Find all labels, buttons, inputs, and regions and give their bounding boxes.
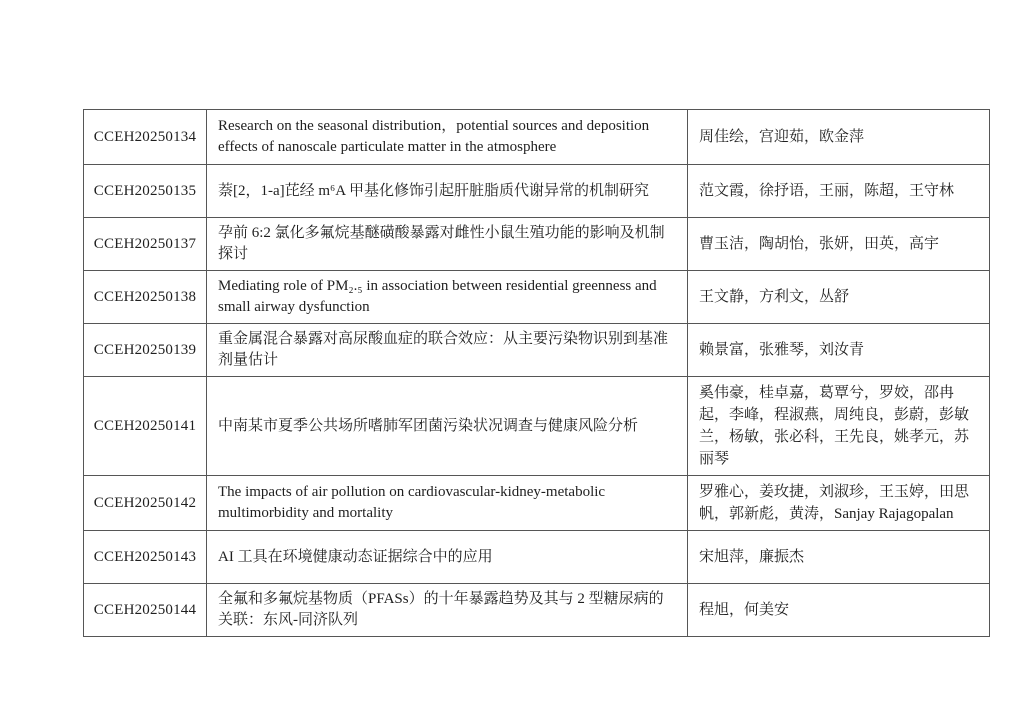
table-row — [84, 165, 990, 218]
paper-title-cell — [207, 324, 688, 377]
paper-authors-cell — [688, 165, 990, 218]
paper-authors: 曹玉洁，陶胡怡，张妍，田英，高宇 — [699, 236, 940, 252]
paper-id: CCEH20250138 — [93, 288, 197, 305]
paper-id: CCEH20250142 — [93, 494, 197, 511]
paper-id-cell — [84, 218, 207, 271]
paper-authors: 奚伟豪，桂卓嘉，葛覃兮，罗姣，邵冉起，李峰，程淑燕，周纯良，彭蔚，彭敏兰，杨敏，张必科，王先良，姚孝元，苏丽琴 — [699, 385, 970, 467]
paper-id-cell — [84, 271, 207, 324]
paper-id-cell — [84, 165, 207, 218]
paper-title-cell — [207, 110, 688, 165]
paper-id: CCEH20250135 — [93, 182, 197, 199]
paper-id-cell — [84, 324, 207, 377]
paper-title: AI 工具在环境健康动态证据综合中的应用 — [218, 548, 493, 565]
paper-authors-cell — [688, 476, 990, 531]
table-row — [84, 584, 990, 637]
table-row — [84, 324, 990, 377]
paper-id-cell — [84, 377, 207, 476]
table-body — [84, 110, 990, 637]
paper-title-cell — [207, 271, 688, 324]
paper-title: 全氟和多氟烷基物质（PFASs）的十年暴露趋势及其与 2 型糖尿病的关联：东风-同济队列 — [218, 591, 664, 628]
paper-title: 中南某市夏季公共场所嗜肺军团菌污染状况调查与健康风险分析 — [218, 417, 639, 434]
paper-id: CCEH20250143 — [93, 548, 197, 565]
paper-title: Mediating role of PM₂.₅ in association between residential greenness and small airway dysfunction — [218, 278, 657, 315]
paper-id-cell — [84, 476, 207, 531]
table-row — [84, 531, 990, 584]
table-row — [84, 476, 990, 531]
paper-title-cell — [207, 584, 688, 637]
papers-table — [83, 109, 990, 637]
table-row — [84, 110, 990, 165]
paper-title-cell — [207, 476, 688, 531]
paper-id: CCEH20250144 — [93, 601, 197, 618]
paper-authors: 罗雅心，姜玫捷，刘淑珍，王玉婷，田思帆，郭新彪，黄涛，Sanjay Rajagopalan — [699, 484, 970, 522]
table-row — [84, 271, 990, 324]
paper-title: The impacts of air pollution on cardiovascular-kidney-metabolic multimorbidity and mortality — [218, 484, 606, 521]
paper-authors-cell — [688, 218, 990, 271]
paper-id: CCEH20250139 — [93, 341, 197, 358]
paper-authors-cell — [688, 531, 990, 584]
paper-authors: 范文霞，徐抒语，王丽，陈超，王守林 — [699, 183, 955, 199]
paper-authors: 王文静，方利文，丛舒 — [699, 289, 850, 305]
paper-title-cell — [207, 165, 688, 218]
paper-authors: 周佳绘，宫迎茹，欧金萍 — [699, 129, 865, 145]
paper-id-cell — [84, 584, 207, 637]
table-row — [84, 377, 990, 476]
paper-authors: 赖景富，张雅琴，刘汝青 — [699, 342, 865, 358]
paper-authors-cell — [688, 110, 990, 165]
paper-id: CCEH20250134 — [93, 128, 197, 145]
paper-title: 萘[2，1-a]芘经 m⁶A 甲基化修饰引起肝脏脂质代谢异常的机制研究 — [218, 182, 650, 199]
paper-title-cell — [207, 531, 688, 584]
paper-id: CCEH20250141 — [93, 417, 197, 434]
paper-id-cell — [84, 110, 207, 165]
paper-title-cell — [207, 377, 688, 476]
table-row — [84, 218, 990, 271]
paper-authors: 程旭，何美安 — [699, 602, 790, 618]
paper-id-cell — [84, 531, 207, 584]
paper-authors: 宋旭萍，廉振杰 — [699, 549, 805, 565]
paper-authors-cell — [688, 377, 990, 476]
paper-authors-cell — [688, 271, 990, 324]
paper-title: 重金属混合暴露对高尿酸血症的联合效应：从主要污染物识别到基准剂量估计 — [218, 331, 669, 368]
paper-title-cell — [207, 218, 688, 271]
paper-title: Research on the seasonal distribution，potential sources and deposition effects of nanoscale particulate matter in the atmosphere — [218, 118, 650, 155]
paper-authors-cell — [688, 584, 990, 637]
paper-id: CCEH20250137 — [93, 235, 197, 252]
paper-title: 孕前 6:2 氯化多氟烷基醚磺酸暴露对雌性小鼠生殖功能的影响及机制探讨 — [218, 225, 665, 262]
paper-authors-cell — [688, 324, 990, 377]
